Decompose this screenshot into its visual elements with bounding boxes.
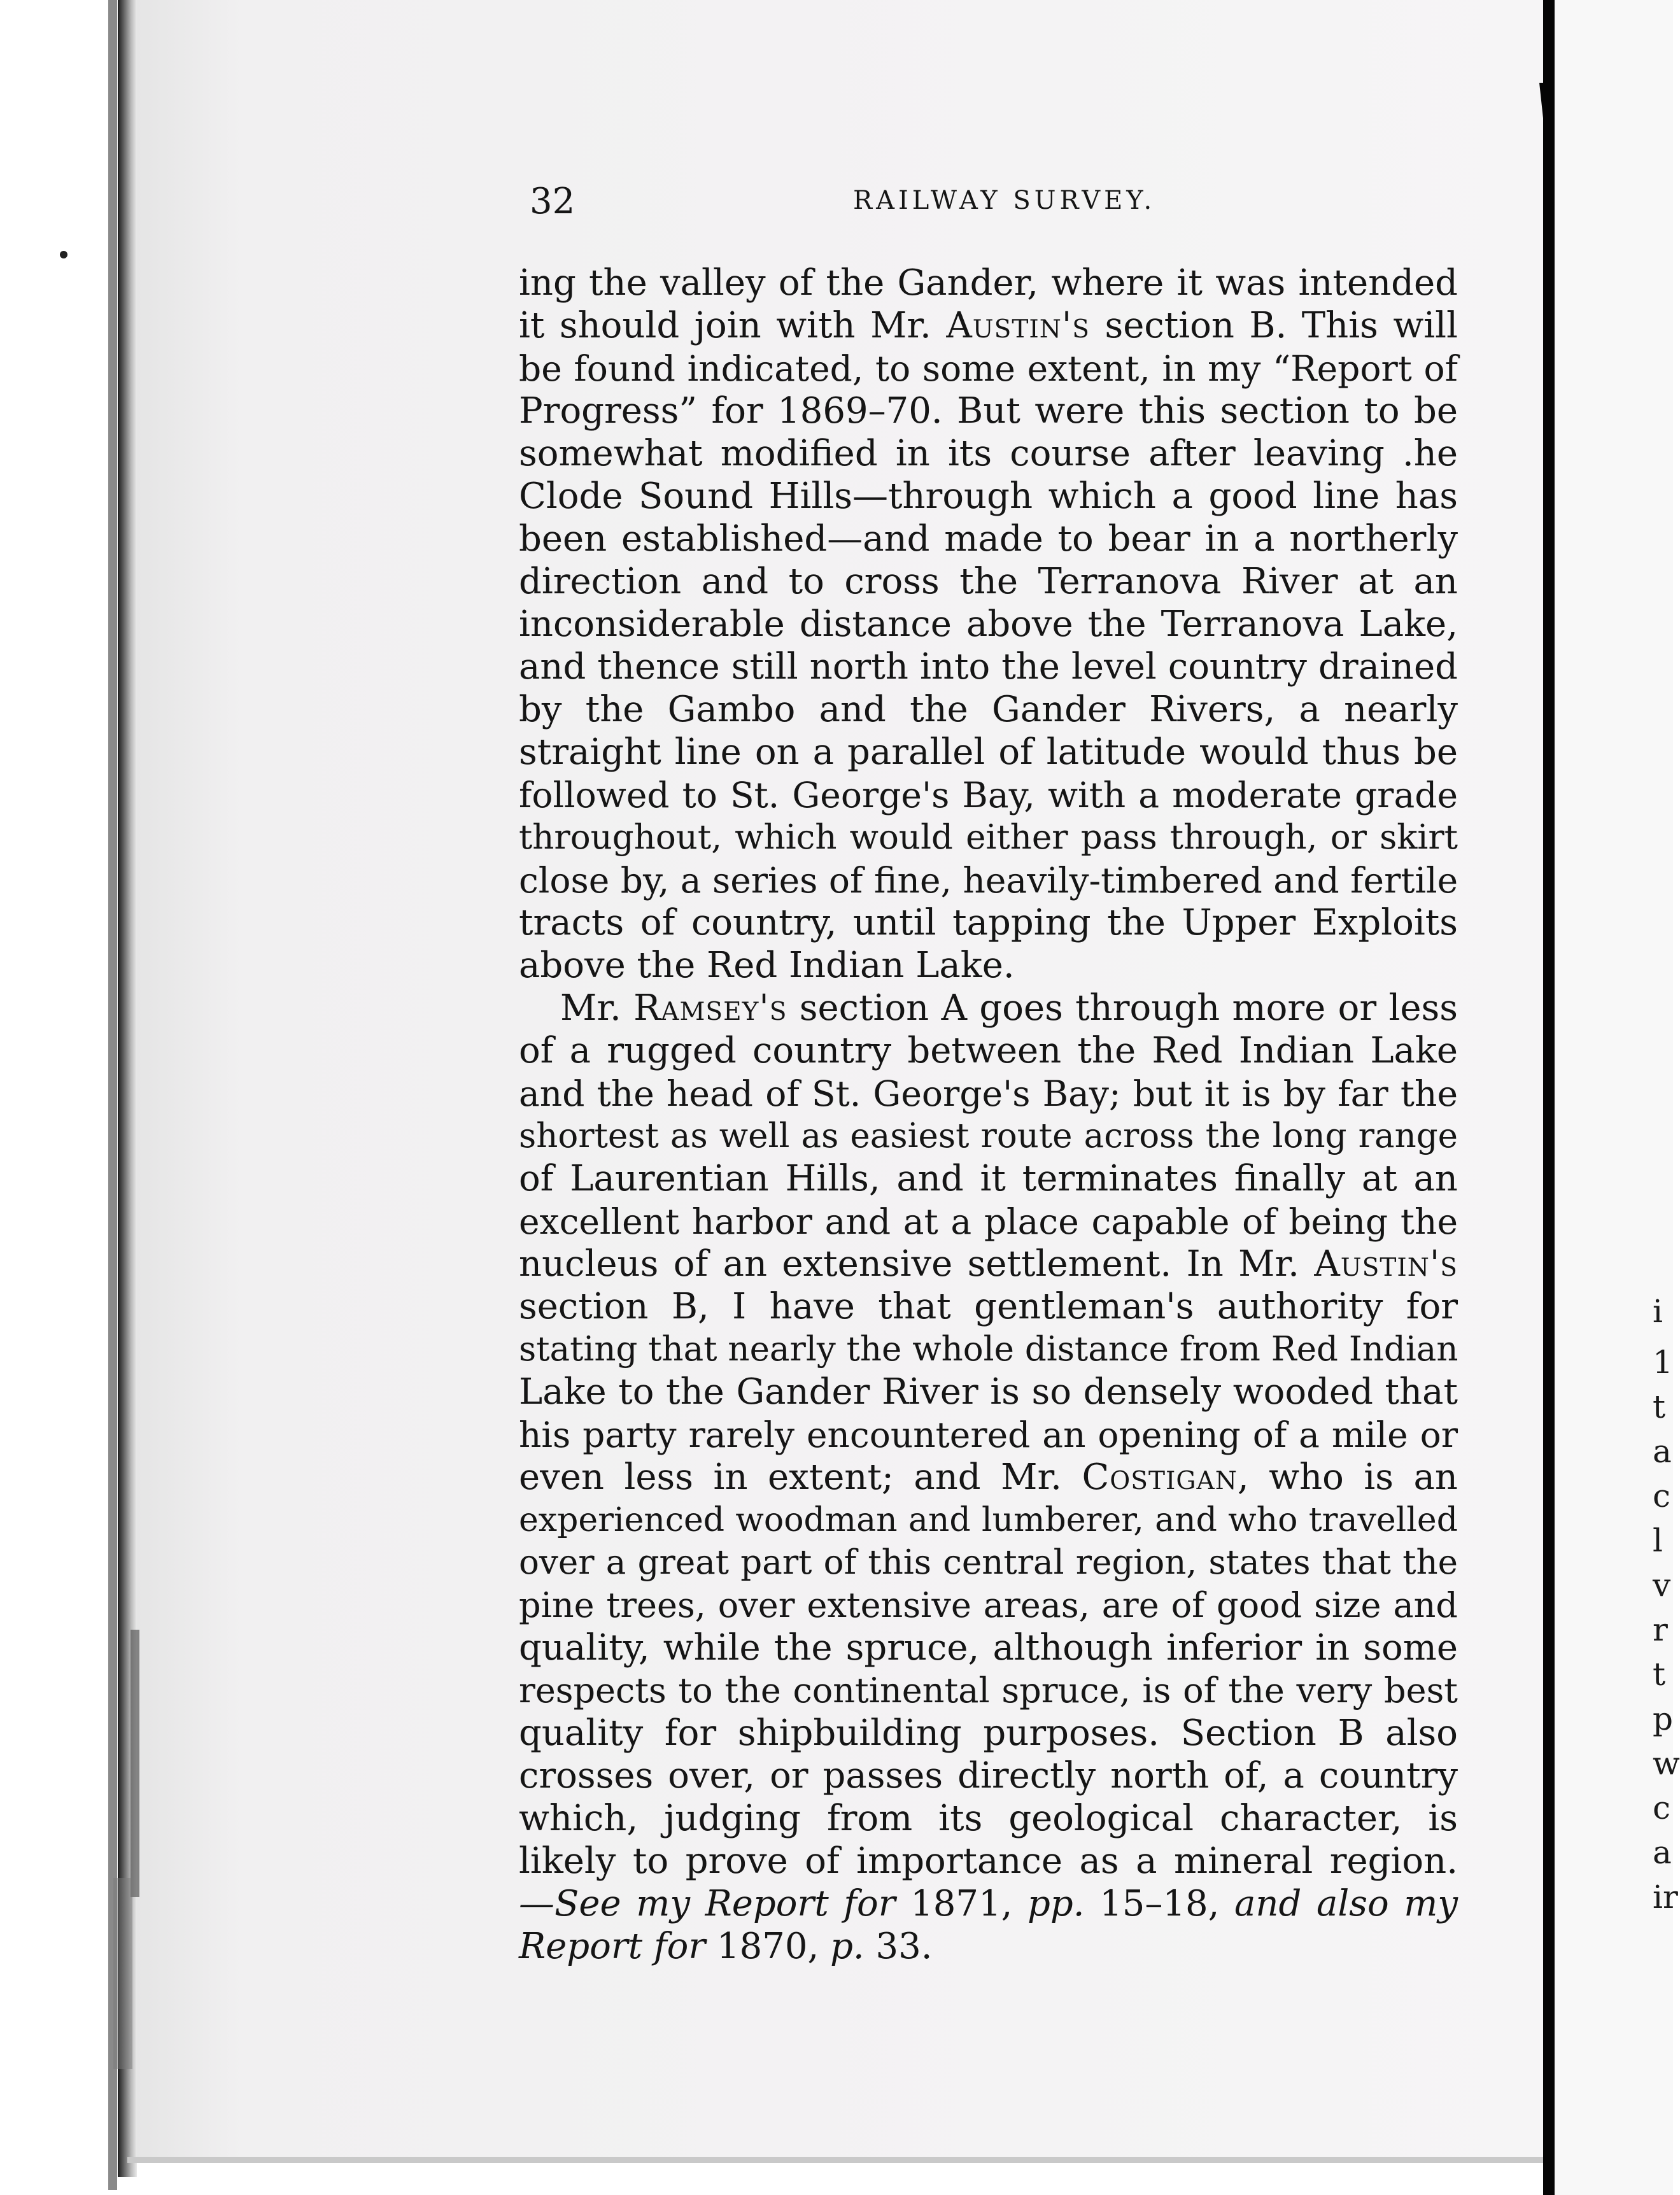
- text-line: shortest as well as easiest route across the long range: [519, 1117, 1458, 1155]
- facing-page-fragment: a: [1653, 1433, 1672, 1470]
- text-line: his party rarely encountered an opening of a mile or: [519, 1415, 1458, 1455]
- text-line: section B, I have that gentleman's authority for: [519, 1286, 1458, 1327]
- citation-line: —See my Report for 1871, pp. 15–18, and also my: [519, 1883, 1458, 1924]
- name-costigan: Costigan: [1082, 1457, 1238, 1498]
- facing-page-fragment: p: [1653, 1700, 1674, 1737]
- name-austin: Austin's: [946, 305, 1091, 346]
- text-line: stating that nearly the whole distance from Red Indian: [519, 1330, 1458, 1369]
- text-line: by the Gambo and the Gander Rivers, a nearly: [519, 689, 1458, 730]
- text-line: quality, while the spruce, although inferior in some: [519, 1627, 1458, 1669]
- text-line: Mr. Ramsey's section A goes through more or less: [560, 987, 1458, 1029]
- page-number: 32: [530, 181, 575, 222]
- text-line: crosses over, or passes directly north of, a country: [519, 1755, 1458, 1796]
- text-line: even less in extent; and Mr. Costigan, who is an: [519, 1457, 1458, 1498]
- text-line: which, judging from its geological character, is: [519, 1798, 1458, 1839]
- text-line: Progress” for 1869–70. But were this section to be: [519, 390, 1458, 432]
- facing-page-fragment: t: [1653, 1388, 1666, 1425]
- text-line: been established—and made to bear in a northerly: [519, 518, 1458, 560]
- text-line: straight line on a parallel of latitude would thus be: [519, 731, 1458, 773]
- text-line: it should join with Mr. Austin's section B. This will: [519, 305, 1458, 346]
- text-line: and the head of St. George's Bay; but it is by far the: [519, 1073, 1458, 1114]
- facing-page-fragment: t: [1653, 1656, 1666, 1693]
- text-line: followed to St. George's Bay, with a moderate grade: [519, 775, 1458, 815]
- facing-page-fragment: a: [1653, 1834, 1672, 1871]
- facing-page-fragment: v: [1653, 1567, 1671, 1604]
- text-line: direction and to cross the Terranova River at an: [519, 561, 1458, 602]
- text-line: respects to the continental spruce, is of the very best: [519, 1670, 1458, 1711]
- text-line: Clode Sound Hills—through which a good line has: [519, 476, 1458, 517]
- facing-page-fragment: r: [1653, 1611, 1668, 1648]
- text-line: tracts of country, until tapping the Upper Exploits: [519, 902, 1458, 943]
- text-line: of Laurentian Hills, and it terminates finally at an: [519, 1158, 1458, 1199]
- citation-line: Report for 1870, p. 33.: [519, 1926, 933, 1967]
- name-austin: Austin's: [1314, 1243, 1458, 1285]
- text-line: over a great part of this central region, states that the: [519, 1543, 1458, 1582]
- facing-page-fragment: w: [1653, 1745, 1680, 1782]
- text-line: quality for shipbuilding purposes. Section B also: [519, 1712, 1458, 1754]
- facing-page-fragment: 1: [1653, 1344, 1673, 1381]
- text-line: throughout, which would either pass through, or skirt: [519, 818, 1458, 857]
- facing-page-fragment: ir: [1653, 1879, 1678, 1916]
- text-line: of a rugged country between the Red Indian Lake: [519, 1030, 1458, 1071]
- text-line: ing the valley of the Gander, where it was intended: [519, 262, 1458, 304]
- facing-page-fragment: c: [1653, 1478, 1671, 1514]
- text-line: pine trees, over extensive areas, are of good size and: [519, 1585, 1458, 1625]
- text-line: somewhat modified in its course after leaving .he: [519, 433, 1458, 474]
- name-ramsey: Ramsey's: [633, 987, 787, 1029]
- text-line: above the Red Indian Lake.: [519, 945, 1015, 986]
- text-line: nucleus of an extensive settlement. In Mr. Austin's: [519, 1243, 1458, 1285]
- book-spine: [1543, 0, 1555, 2195]
- text-line: inconsiderable distance above the Terranova Lake,: [519, 603, 1458, 645]
- text-line: close by, a series of fine, heavily-timbered and fertile: [519, 860, 1458, 901]
- facing-page-fragment: c: [1653, 1789, 1671, 1826]
- text-line: Lake to the Gander River is so densely wooded that: [519, 1371, 1458, 1413]
- facing-page-fragment: l: [1653, 1522, 1663, 1559]
- text-line: excellent harbor and at a place capable of being the: [519, 1201, 1458, 1242]
- text-line: experienced woodman and lumberer, and who travelled: [519, 1501, 1458, 1539]
- bottom-page-edge: [127, 2157, 1547, 2163]
- text-line: and thence still north into the level country drained: [519, 646, 1458, 688]
- running-head: RAILWAY SURVEY.: [853, 186, 1156, 215]
- facing-page-fragment: i: [1653, 1293, 1663, 1330]
- text-line: likely to prove of importance as a mineral region.: [519, 1840, 1458, 1882]
- text-line: be found indicated, to some extent, in my “Report of: [519, 348, 1458, 389]
